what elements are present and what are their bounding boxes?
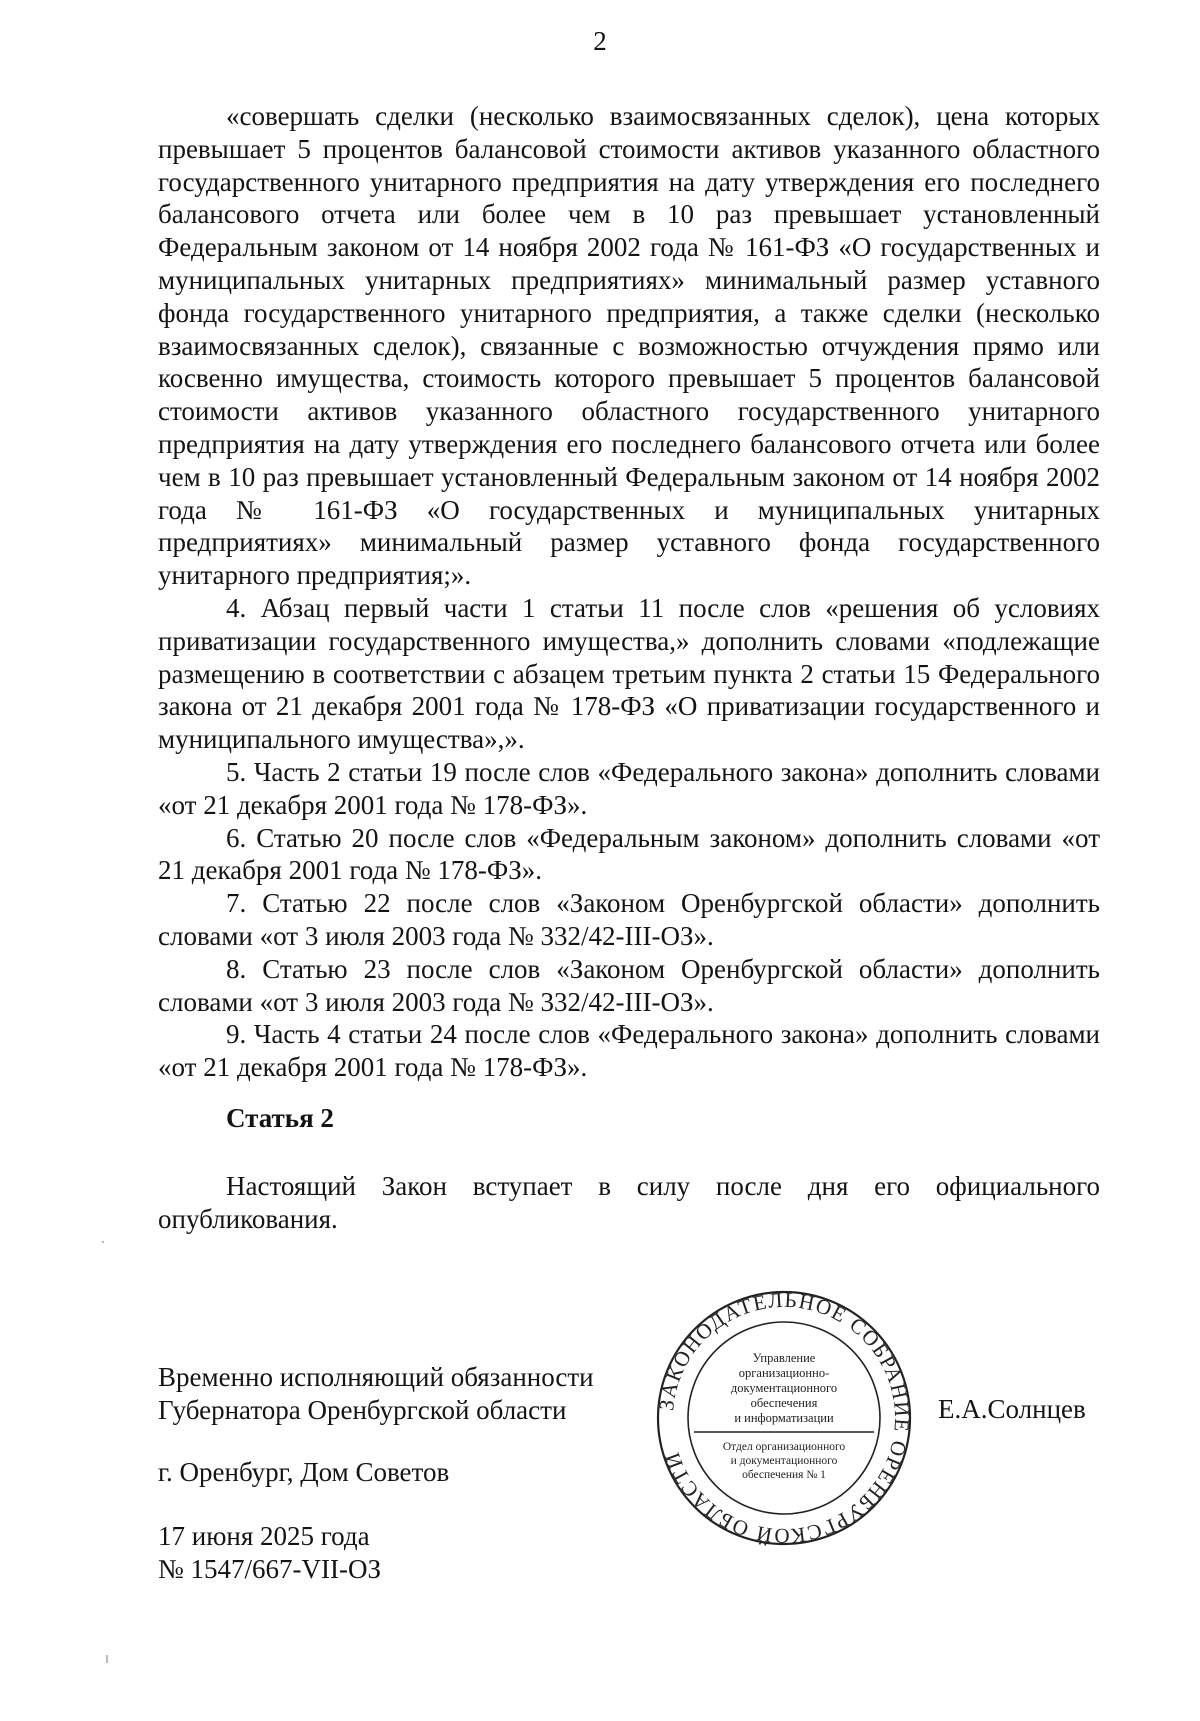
amendment-paragraph: 9. Часть 4 статьи 24 после слов «Федерального закона» дополнить словами «от 21 декабря 2001 года № 178-ФЗ». (158, 1019, 1100, 1083)
seal-lower-line: и документационного (730, 1455, 838, 1467)
law-number: № 1547/667-VII-ОЗ (158, 1553, 382, 1584)
seal-lower-line: Отдел организационного (722, 1441, 846, 1453)
seal-upper-line: организационно- (738, 1366, 830, 1380)
article-text: Настоящий Закон вступает в силу после дня его официального опубликования. (158, 1171, 1100, 1234)
signatory-title-line: Губернатора Оренбургской области (158, 1394, 567, 1425)
signatory-title (158, 1361, 594, 1427)
signatory-title-line: Временно исполняющий обязанности (158, 1362, 594, 1392)
amendment-paragraph: 7. Статью 22 после слов «Законом Оренбургской области» дополнить словами «от 3 июля 2003 года № 332/42-III-ОЗ». (158, 888, 1100, 951)
article-heading: Статья 2 (226, 1103, 334, 1133)
amendment-paragraph: 8. Статью 23 после слов «Законом Оренбургской области» дополнить словами «от 3 июля 2003 года № 332/42-III-ОЗ». (158, 953, 1100, 1017)
seal-ring-text: ЗАКОНОДАТЕЛЬНОЕ СОБРАНИЕ ОРЕНБУРГСКОЙ ОБЛАСТИ (654, 1288, 914, 1548)
seal-lower-text (723, 1441, 846, 1481)
page-number: 2 (593, 26, 607, 56)
seal-upper-line: документационного (730, 1381, 838, 1395)
amendment-paragraph: «совершать сделки (несколько взаимосвязанных сделок), цена которых превышает 5 процентов балансовой стоимости активов указанного областного государственного унитарного предприятия на дату утверждения его последнего балансового отчета или более чем в 10 раз превышает установленный Федеральным законом от 14 ноября 2002 года № 161-ФЗ «О государственных и муниципальных унитарных предприятиях» минимальный размер уставного фонда государственного унитарного предприятия, а также сделки (несколько взаимосвязанных сделок), связанные с возможностью отчуждения прямо или косвенно имущества, стоимость которого превышает 5 процентов балансовой стоимости активов указанного областного государственного унитарного предприятия на дату утверждения его последнего балансового отчета или более чем в 10 раз превышает установленный Федеральным законом от 14 ноября 2002 года № 161-ФЗ «О государственных и муниципальных унитарных предприятиях» минимальный размер уставного фонда государственного унитарного предприятия;». (158, 101, 1100, 591)
seal-lower-line: обеспечения № 1 (742, 1469, 826, 1481)
amendment-paragraph: 6. Статью 20 после слов «Федеральным законом» дополнить словами «от 21 декабря 2001 года № 178-ФЗ». (158, 822, 1100, 886)
law-meta (158, 1520, 381, 1586)
scan-speck (106, 1655, 108, 1663)
official-seal (654, 1288, 914, 1548)
seal-upper-text (731, 1351, 837, 1425)
seal-graphic (654, 1288, 914, 1548)
seal-upper-line: Управление (752, 1351, 816, 1365)
law-amendments-text (158, 100, 1100, 1084)
amendment-paragraph: 4. Абзац первый части 1 статьи 11 после слов «решения об условиях приватизации государственного имущества,» дополнить словами «подлежащие размещению в соответствии с абзацем третьим пункта 2 статьи 15 Федерального закона от 21 декабря 2001 года № 178-ФЗ «О приватизации государственного и муниципального имущества»,». (158, 592, 1100, 755)
scan-speck (102, 1241, 104, 1243)
law-date: 17 июня 2025 года (158, 1521, 370, 1551)
signatory-name: Е.А.Солнцев (938, 1394, 1086, 1424)
seal-upper-line: обеспечения (750, 1396, 818, 1410)
seal-upper-line: и информатизации (734, 1411, 834, 1425)
amendment-paragraph: 5. Часть 2 статьи 19 после слов «Федерального закона» дополнить словами «от 21 декабря 2001 года № 178-ФЗ». (158, 756, 1100, 820)
signing-place: г. Оренбург, Дом Советов (158, 1457, 450, 1487)
